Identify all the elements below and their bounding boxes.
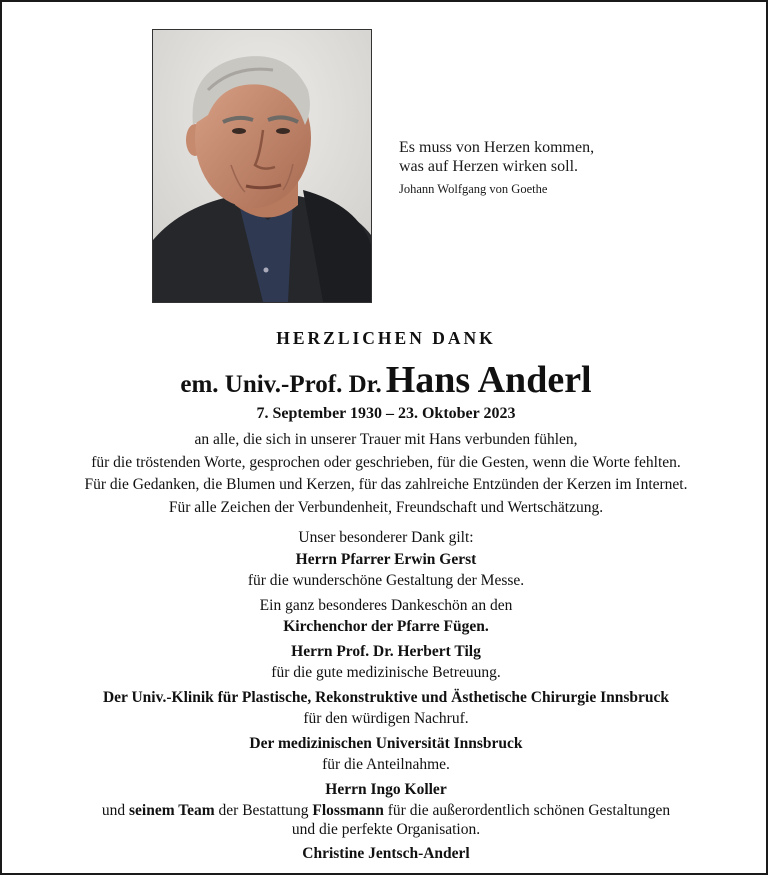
university-name: Der medizinischen Universität Innsbruck [249,734,523,752]
deceased-name [2,358,768,410]
undertaker-company: Flossmann [312,802,384,819]
heading: HERZLICHEN DANK [276,328,496,348]
doctor-name: Herrn Prof. Dr. Herbert Tilg [291,642,481,660]
special-thanks [2,527,768,865]
undertaker-mid: der Bestattung [218,802,309,819]
thanks-intro: Unser besonderer Dank gilt: [298,529,474,546]
doctor-text: für die gute medizinische Betreuung. [271,664,501,681]
undertaker-last: und die perfekte Organisation. [291,820,481,838]
body-line: Für die Gedanken, die Blumen und Kerzen, für das zahlreiche Entzünden der Kerzen im Internet. [84,476,688,493]
body-line: Für alle Zeichen der Verbundenheit, Freundschaft und Wertschätzung. [168,498,604,516]
choir-intro: Ein ganz besonderes Dankeschön an den [259,596,513,614]
signature: Christine Jentsch-Anderl [302,845,470,862]
portrait-illustration [153,30,371,302]
clinic-text: für den würdigen Nachruf. [303,710,469,727]
priest-name: Herrn Pfarrer Erwin Gerst [295,550,477,568]
portrait-photo [152,29,372,303]
body-line: für die tröstenden Worte, gesprochen oder geschrieben, für die Gesten, wenn die Worte fehlten. [91,453,681,471]
undertaker-pre: und [101,802,126,819]
name-title-prefix: em. Univ.-Prof. Dr. [180,371,382,398]
undertaker-name: Herrn Ingo Koller [325,780,447,798]
clinic-name: Der Univ.-Klinik für Plastische, Rekonstruktive und Ästhetische Chirurgie Innsbruck [102,688,670,706]
body-line: an alle, die sich in unserer Trauer mit Hans verbunden fühlen, [194,431,578,448]
thanks-body [2,429,768,519]
university-text: für die Anteilnahme. [322,756,450,773]
choir-name: Kirchenchor der Pfarre Fügen. [283,618,489,635]
name-main: Hans Anderl [385,359,592,401]
goethe-quote [399,138,729,199]
quote-line-2: was auf Herzen wirken soll. [399,158,579,175]
undertaker-post: für die außerordentlich schönen Gestaltungen [387,802,671,819]
undertaker-team: seinem Team [128,802,215,819]
quote-line-1: Es muss von Herzen kommen, [399,139,595,156]
quote-author: Johann Wolfgang von Goethe [399,182,548,196]
priest-text: für die wunderschöne Gestaltung der Messe. [247,572,525,589]
life-dates: 7. September 1930 – 23. Oktober 2023 [256,405,516,422]
